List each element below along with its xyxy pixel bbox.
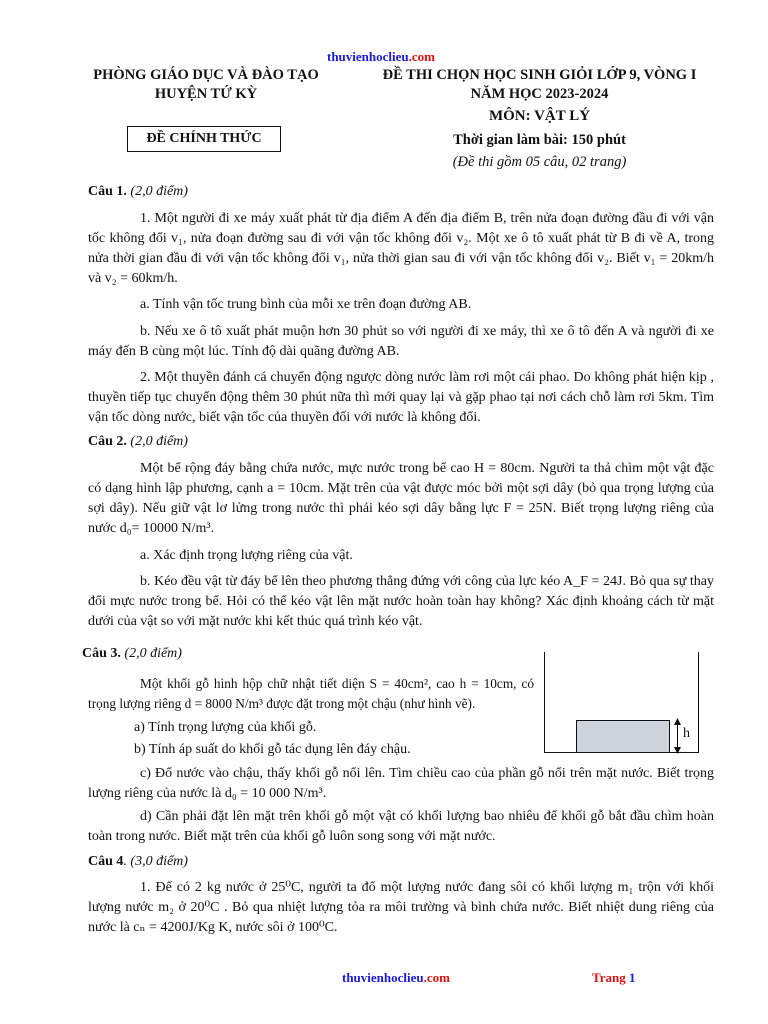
watermark-tld: .com xyxy=(423,970,450,985)
basin-left-wall xyxy=(544,652,545,753)
q2-b: b. Kéo đều vật từ đáy bể lên theo phương thẳng đứng với công của lực kéo A_F = 24J. Bỏ qua sự thay đổi mực nước trong bể. Hỏi có thể kéo vật lên mặt nước hoàn toàn hay không? Xác định khoảng cách từ mặt dưới của vật so với mặt nước khi kết thúc quá trình kéo vật. xyxy=(88,574,714,629)
q3-body: Một khối gỗ hình hộp chữ nhật tiết diện S = 40cm², cao h = 10cm, có trọng lượng riêng d = 8000 N/m³ được đặt trong một chậu (như hình vẽ). xyxy=(88,676,534,711)
height-label: h xyxy=(683,726,690,741)
q3-a: a) Tính trọng lượng của khối gỗ. xyxy=(134,720,317,735)
q2-heading xyxy=(88,434,188,450)
height-arrow-icon xyxy=(672,718,683,754)
exam-note: (Đề thi gồm 05 câu, 02 trang) xyxy=(452,154,627,170)
q1-heading xyxy=(88,184,188,200)
q4-title: Câu 4 xyxy=(88,854,124,869)
q1-b: b. Nếu xe ô tô xuất phát muộn hơn 30 phút so với người đi xe máy, thì xe ô tô đến A và người đi xe máy đến B cùng một lúc. Tính độ dài quãng đường AB. xyxy=(88,324,714,359)
watermark-tld: .com xyxy=(408,49,435,64)
watermark-name: thuvienhoclieu xyxy=(327,49,409,64)
basin-figure xyxy=(544,652,710,756)
q1-points: (2,0 điểm) xyxy=(130,184,188,199)
watermark-top[interactable] xyxy=(327,49,435,65)
dept-line2: HUYỆN TỨ KỲ xyxy=(154,86,258,102)
basin-right-wall xyxy=(698,652,699,753)
q3-points: (2,0 điểm) xyxy=(124,646,182,661)
page-indicator xyxy=(592,970,635,986)
q3-d: d) Cần phải đặt lên mặt trên khối gỗ một vật có khối lượng bao nhiêu để khối gỗ bắt đầu chìm hoàn toàn trong nước. Biết mặt trên của khối gỗ luôn song song với mặt nước. xyxy=(88,809,714,844)
q4-part1: 1. Để có 2 kg nước ở 25⁰C, người ta đổ một lượng nước đang sôi có khối lượng m₁ trộn với khối lượng nước m₂ ở 20⁰C . Bỏ qua nhiệt lượng tỏa ra môi trường và bình chứa nước. Biết nhiệt dung riêng của nước là cₙ = 4200J/Kg K, nước sôi ở 100⁰C. xyxy=(88,880,714,935)
exam-time: Thời gian làm bài: 150 phút xyxy=(453,132,626,148)
q1-a: a. Tính vận tốc trung bình của mỗi xe trên đoạn đường AB. xyxy=(140,297,472,312)
q3-title: Câu 3. xyxy=(82,646,121,661)
official-stamp: ĐỀ CHÍNH THỨC xyxy=(127,126,281,152)
q4-points: . (3,0 điểm) xyxy=(123,854,188,869)
q3-heading xyxy=(82,646,182,662)
watermark-name: thuvienhoclieu xyxy=(342,970,424,985)
exam-title: ĐỀ THI CHỌN HỌC SINH GIỎI LỚP 9, VÒNG I xyxy=(382,67,697,83)
page-number: 1 xyxy=(628,970,636,985)
q2-body: Một bể rộng đáy bằng chứa nước, mực nước trong bể cao H = 80cm. Người ta thả chìm một vật đặc có dạng hình lập phương, cạnh a = 10cm. Mặt trên của vật được móc bởi một sợi dây (bỏ qua trọng lượng của sợi dây). Nếu giữ vật lơ lửng trong nước thì phải kéo sợi dây bằng lực F = 25N. Biết trọng lượng riêng của nước d₀= 10000 N/m³. xyxy=(88,461,714,536)
q2-points: (2,0 điểm) xyxy=(130,434,188,449)
q2-a: a. Xác định trọng lượng riêng của vật. xyxy=(140,548,353,563)
q3-b: b) Tính áp suất do khối gỗ tác dụng lên đáy chậu. xyxy=(134,742,411,757)
q3-c: c) Đổ nước vào chậu, thấy khối gỗ nổi lên. Tìm chiều cao của phần gỗ nổi trên mặt nước. Biết trọng lượng riêng của nước là d₀ = 10 000 N/m³. xyxy=(88,766,714,801)
q2-title: Câu 2. xyxy=(88,434,127,449)
q1-title: Câu 1. xyxy=(88,184,127,199)
q4-heading xyxy=(88,854,188,870)
school-year: NĂM HỌC 2023-2024 xyxy=(470,86,609,102)
watermark-bottom[interactable] xyxy=(342,970,450,986)
page-label: Trang xyxy=(592,970,626,985)
subject: MÔN: VẬT LÝ xyxy=(488,108,591,124)
wooden-block xyxy=(576,720,670,753)
dept-line1: PHÒNG GIÁO DỤC VÀ ĐÀO TẠO xyxy=(93,67,319,83)
q1-part2: 2. Một thuyền đánh cá chuyển động ngược dòng nước làm rơi một cái phao. Do không phát hiện kịp , thuyền tiếp tục chuyển động thêm 30 phút nữa thì mới quay lại và gặp phao tại nơi cách chỗ làm rơi 5km. Tìm vận tốc dòng nước, biết vận tốc của thuyền đối với nước là không đổi. xyxy=(88,370,714,425)
q1-part1: 1. Một người đi xe máy xuất phát từ địa điểm A đến địa điểm B, trên nửa đoạn đường đầu đi với vận tốc không đổi v₁, nửa đoạn đường sau đi với vận tốc không đổi v₂. Một xe ô tô xuất phát từ B đi về A, trong nửa thời gian đầu đi với vận tốc không đổi v₁, nửa thời gian sau đi với vận tốc không đổi v₂. Biết v₁ = 20km/h và v₂ = 60km/h. xyxy=(88,211,714,286)
